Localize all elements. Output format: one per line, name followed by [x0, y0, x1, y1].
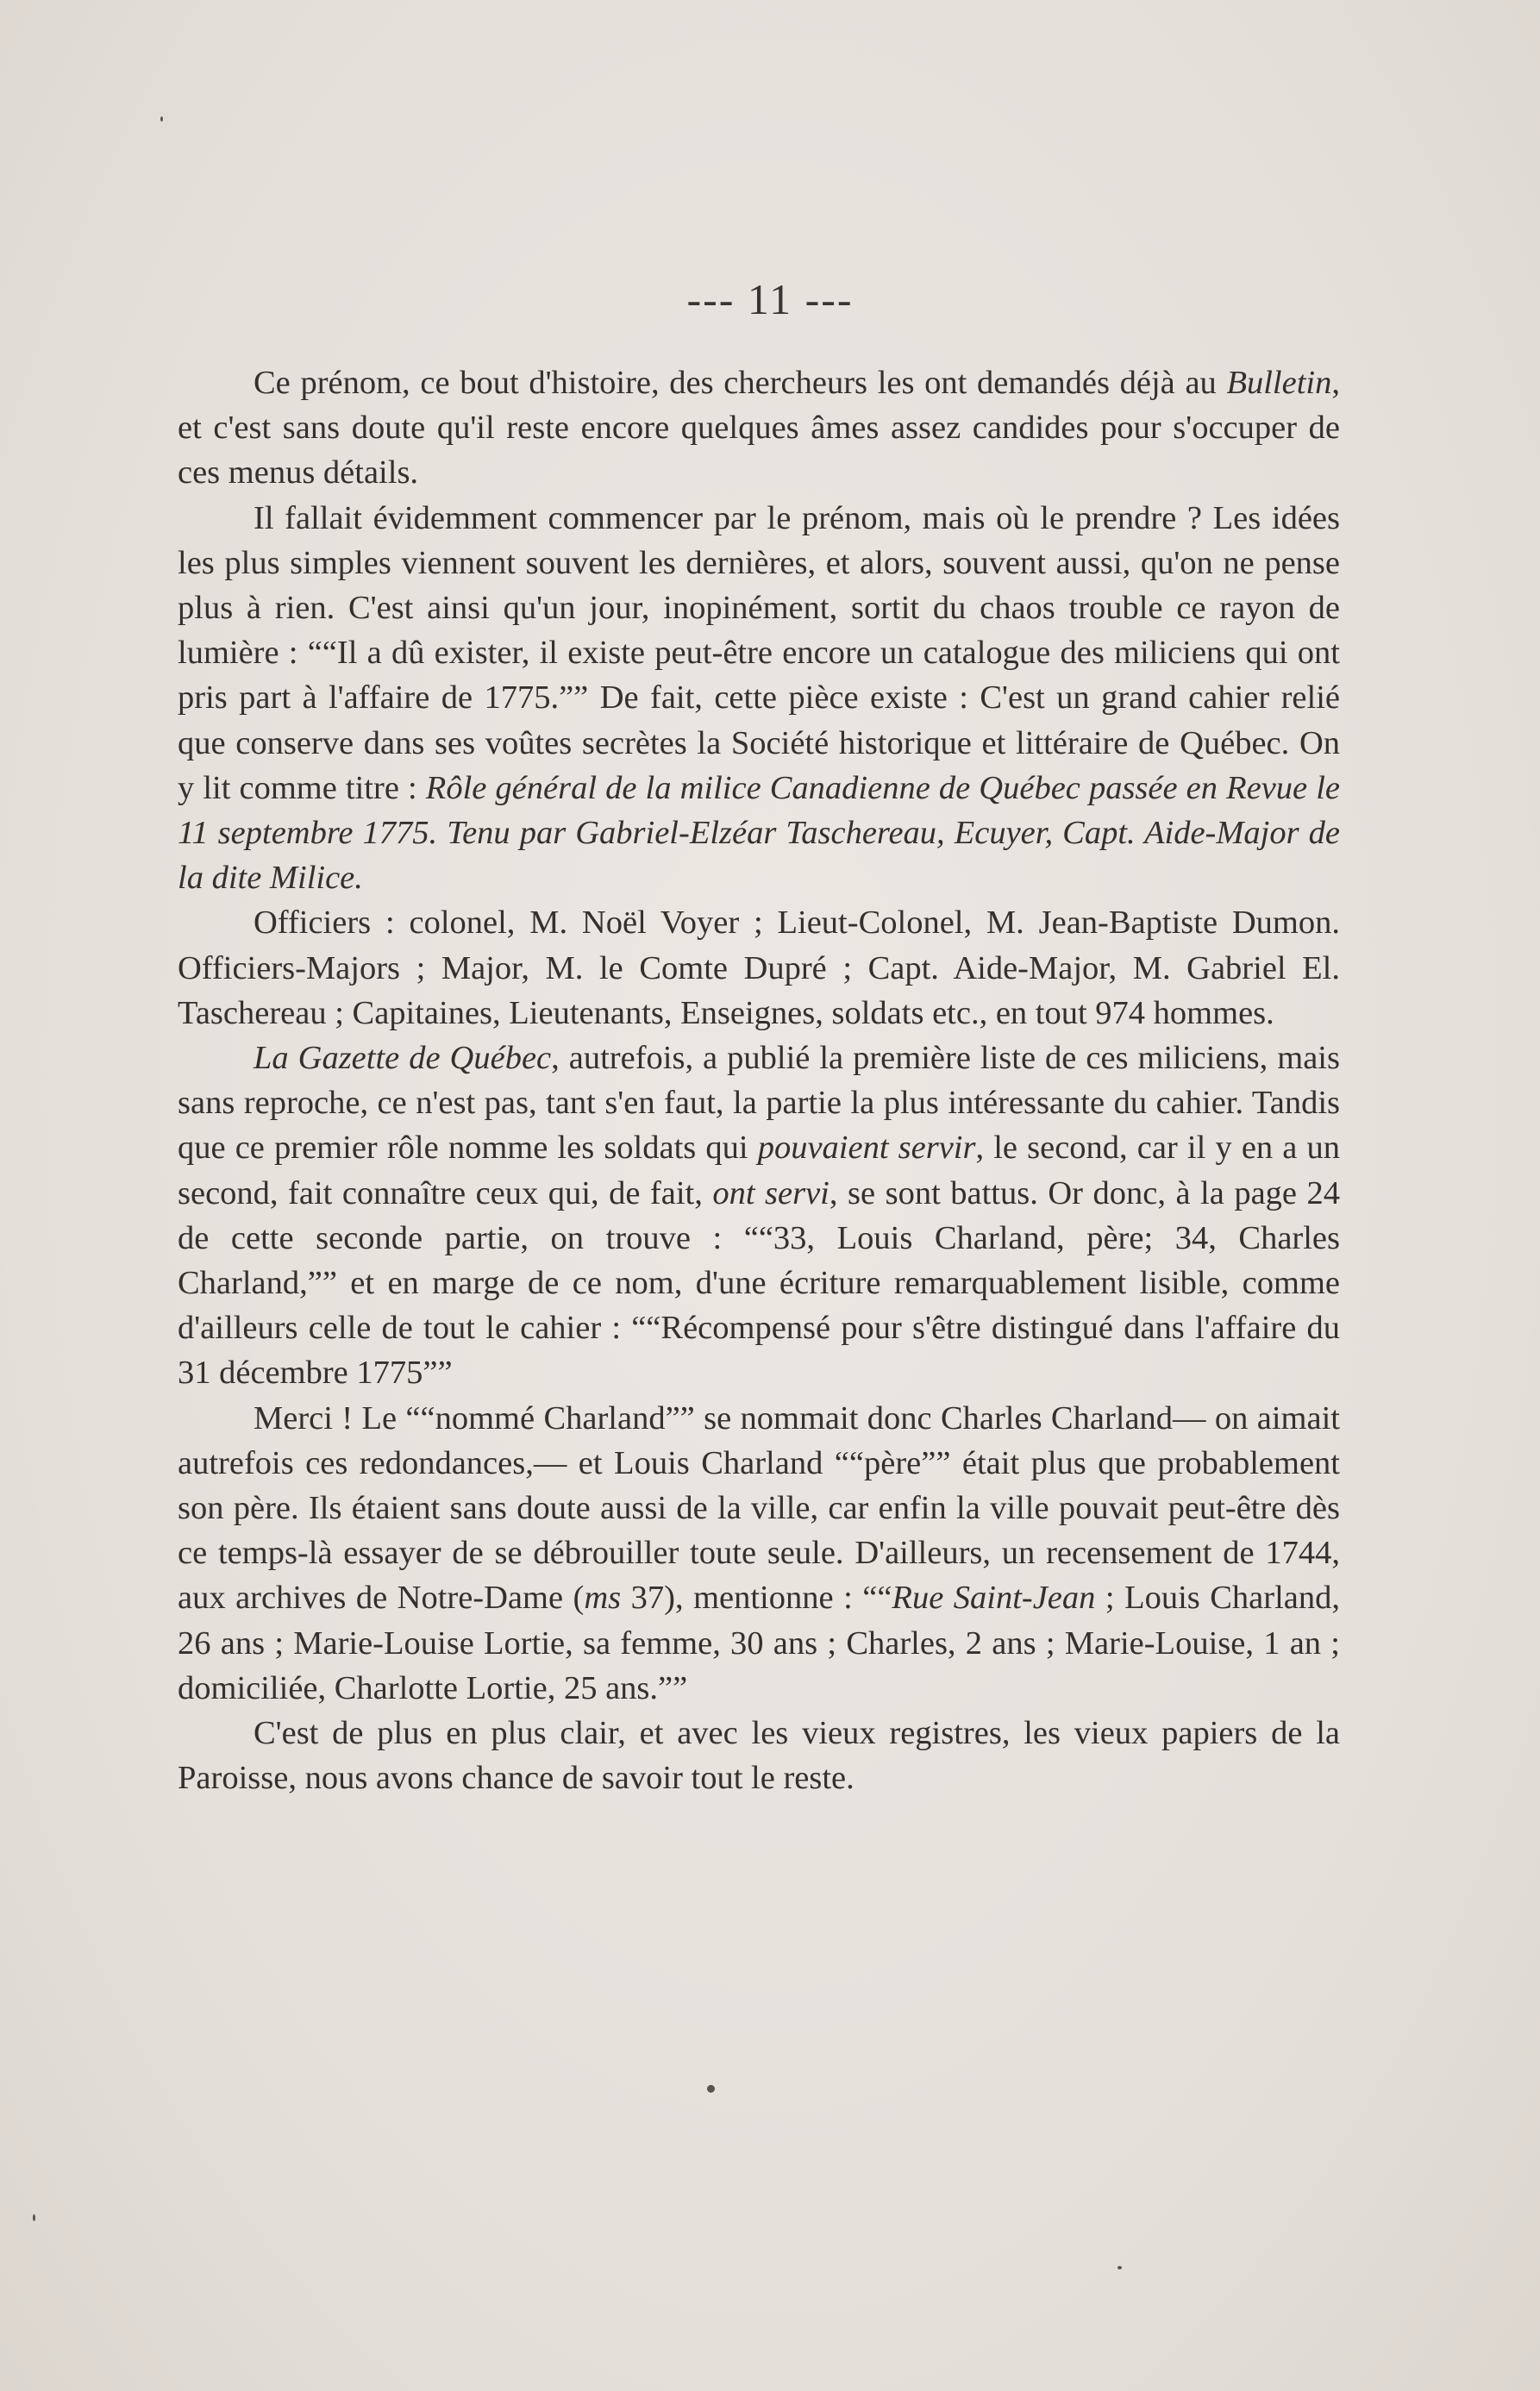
- text-run: ; Louis Charland, 26 ans ; Marie-Louise Lortie, sa femme, 30 ans ; Charles, 2 ans ; Marie-Louise, 1 an ; domiciliée, Charlotte Lortie, 25 ans.””: [178, 1580, 1340, 1706]
- paragraph-1: [178, 360, 1340, 496]
- italic-run: ms: [584, 1580, 622, 1617]
- text-run: Merci ! Le ““nommé Charland”” se nommait donc Charles Charland— on aimait autrefois ces redondances,— et Louis Charland ““père”” était plus que probablement son père. Ils étaient sans doute aussi de la ville, car enfin la ville pouvait peut-être dès ce temps-là essayer de se débrouiller toute seule. D'ailleurs, un recensement de 1744, aux archives de Notre-Dame (: [178, 1399, 1340, 1617]
- text-run: Il fallait évidemment commencer par le prénom, mais où le prendre ? Les idées les plus simples viennent souvent les dernières, et alors, souvent aussi, qu'on ne pense plus à rien. C'est ainsi qu'un jour, inopinément, sortit du chaos trouble ce rayon de lumière : ““Il a dû exister, il existe peut-être encore un catalogue des miliciens qui ont pris part à l'affaire de 1775.”” De fait, cette pièce existe : C'est un grand cahier relié que conserve dans ses voûtes secrètes la Société historique et littéraire de Québec. On y lit comme titre :: [178, 499, 1340, 806]
- ink-speck: [33, 2214, 35, 2221]
- italic-run: Rôle général de la milice Canadienne de Québec passée en Revue le 11 septembre 1775. Tenu par Gabriel-Elzéar Taschereau, Ecuyer, Capt. Aide-Major de la dite Milice.: [178, 769, 1341, 897]
- paragraph-2: [178, 496, 1340, 901]
- italic-run: Bulletin: [1226, 365, 1332, 401]
- italic-run: Rue Saint-Jean: [892, 1580, 1096, 1617]
- paragraph-5: [178, 1396, 1340, 1711]
- text-run: , le second, car il y en a un second, fait connaître ceux qui, de fait,: [178, 1130, 1340, 1211]
- text-run: , et c'est sans doute qu'il reste encore quelques âmes assez candides pour s'occuper de ces menus détails.: [178, 365, 1340, 491]
- ink-speck: [707, 2085, 715, 2093]
- page-number: --- 11 ---: [686, 275, 854, 323]
- text-run: C'est de plus en plus clair, et avec les vieux registres, les vieux papiers de la Paroisse, nous avons chance de savoir tout le reste.: [178, 1715, 1340, 1797]
- ink-speck: [1117, 2266, 1122, 2269]
- italic-run: La Gazette de Québec: [254, 1040, 552, 1077]
- text-run: Officiers : colonel, M. Noël Voyer ; Lieut-Colonel, M. Jean-Baptiste Dumon. Officiers-Majors ; Major, M. le Comte Dupré ; Capt. Aide-Major, M. Gabriel El. Taschereau ; Capitaines, Lieutenants, Enseignes, soldats etc., en tout 974 hommes.: [178, 904, 1340, 1031]
- body-text: [178, 360, 1340, 1801]
- paragraph-4: [178, 1036, 1340, 1396]
- text-run: Ce prénom, ce bout d'histoire, des chercheurs les ont demandés déjà au: [254, 365, 1227, 401]
- text-run: , autrefois, a publié la première liste de ces miliciens, mais sans reproche, ce n'est pas, tant s'en faut, la partie la plus intéressante du cahier. Tandis que ce premier rôle nomme les soldats qui: [178, 1040, 1340, 1167]
- text-run: 37), mentionne : ““: [621, 1580, 892, 1617]
- italic-run: pouvaient servir: [757, 1130, 976, 1167]
- ink-speck: [160, 116, 163, 122]
- paragraph-6: [178, 1711, 1340, 1800]
- text-run: , se sont battus. Or donc, à la page 24 de cette seconde partie, on trouve : ““33, Louis Charland, père; 34, Charles Charland,”” et en marge de ce nom, d'une écriture remarquablement lisible, comme d'ailleurs celle de tout le cahier : ““Récompensé pour s'être distingué dans l'affaire du 31 décembre 1775””: [178, 1174, 1340, 1392]
- paragraph-3: [178, 900, 1340, 1036]
- italic-run: ont servi: [712, 1174, 829, 1211]
